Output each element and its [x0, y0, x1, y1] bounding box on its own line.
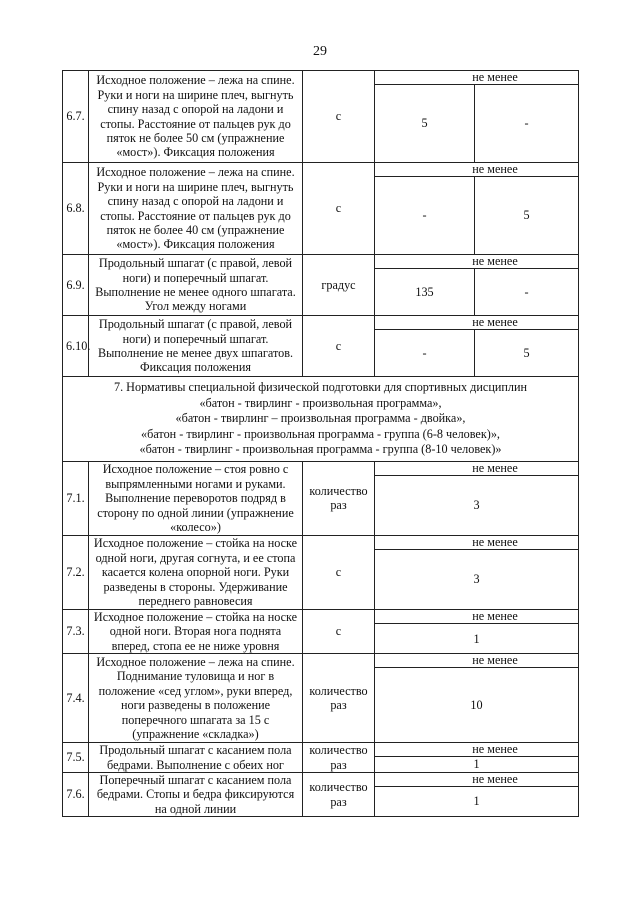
row-unit: с: [303, 71, 375, 163]
section-heading-row: [63, 377, 579, 462]
row-description: Исходное положение – стойка на носке одной ноги. Вторая нога поднята вперед, стопа ее не ниже уровня: [89, 609, 303, 653]
row-number: 7.1.: [63, 461, 89, 535]
row-unit: количество раз: [303, 743, 375, 773]
row-unit: с: [303, 535, 375, 609]
row-number: 7.3.: [63, 609, 89, 653]
row-unit: количество раз: [303, 773, 375, 817]
row-description: Поперечный шпагат с касанием пола бедрами. Стопы и бедра фиксируются на одной линии: [89, 773, 303, 817]
table-row: [63, 743, 579, 757]
value-cell: 135: [375, 269, 475, 316]
row-number: 7.4.: [63, 654, 89, 743]
value-cell: -: [375, 177, 475, 255]
table-row: [63, 609, 579, 623]
min-header: не менее: [375, 163, 579, 177]
row-description: Исходное положение – лежа на спине. Руки и ноги на ширине плеч, выгнуть спину назад с опорой на ладони и стопы. Расстояние от пальцев рук до пяток не более 50 см (упражнение «мост»). Фиксация положения: [89, 71, 303, 163]
value-cell: 5: [375, 85, 475, 163]
row-description: Исходное положение – лежа на спине. Поднимание туловища и ног в положение «сед углом», руки вперед, ноги разведены в положение поперечного шпагата за 15 с (упражнение «складка»): [89, 654, 303, 743]
row-number: 6.9.: [63, 255, 89, 316]
value-cell: 1: [375, 787, 579, 817]
min-header: не менее: [375, 743, 579, 757]
table-row: [63, 255, 579, 269]
row-description: Исходное положение – лежа на спине. Руки и ноги на ширине плеч, выгнуть спину назад с опорой на ладони и стопы. Расстояние от пальцев рук до пяток не более 40 см (упражнение «мост»). Фиксация положения: [89, 163, 303, 255]
row-number: 6.8.: [63, 163, 89, 255]
section-heading-line: «батон - твирлинг - произвольная программа - группа (6-8 человек)»,: [141, 426, 500, 441]
norms-table: [62, 70, 579, 817]
row-unit: количество раз: [303, 461, 375, 535]
row-unit: с: [303, 316, 375, 377]
row-number: 6.7.: [63, 71, 89, 163]
page-number: 29: [313, 44, 327, 59]
row-unit: градус: [303, 255, 375, 316]
table-row: [63, 773, 579, 787]
table-row: [63, 461, 579, 475]
row-number: 7.5.: [63, 743, 89, 773]
row-description: Продольный шпагат с касанием пола бедрами. Выполнение с обеих ног: [89, 743, 303, 773]
min-header: не менее: [375, 255, 579, 269]
value-cell: 5: [475, 330, 579, 377]
row-description: Исходное положение – стоя ровно с выпрямленными ногами и руками. Выполнение переворотов подряд в сторону по одной линии (упражнение «колесо»): [89, 461, 303, 535]
row-unit: количество раз: [303, 654, 375, 743]
row-description: Продольный шпагат (с правой, левой ноги) и поперечный шпагат. Выполнение не менее одного шпагата. Угол между ногами: [89, 255, 303, 316]
table-row: [63, 535, 579, 549]
row-number: 7.6.: [63, 773, 89, 817]
value-cell: 1: [375, 757, 579, 773]
row-unit: с: [303, 609, 375, 653]
min-header: не менее: [375, 654, 579, 668]
value-cell: -: [375, 330, 475, 377]
table-row: [63, 163, 579, 177]
row-number: 7.2.: [63, 535, 89, 609]
table-row: [63, 654, 579, 668]
min-header: не менее: [375, 71, 579, 85]
min-header: не менее: [375, 316, 579, 330]
table-row: [63, 316, 579, 330]
row-description: Исходное положение – стойка на носке одной ноги, другая согнута, и ее стопа касается колена опорной ноги. Руки разведены в стороны. Удерживание переднего равновесия: [89, 535, 303, 609]
min-header: не менее: [375, 609, 579, 623]
section-heading-line: «батон - твирлинг – произвольная программа - двойка»,: [175, 411, 466, 426]
section-heading-line: «батон - твирлинг - произвольная программа»,: [199, 395, 442, 410]
value-cell: 3: [375, 475, 579, 535]
min-header: не менее: [375, 773, 579, 787]
section-heading-line: 7. Нормативы специальной физической подготовки для спортивных дисциплин: [113, 380, 528, 394]
value-cell: -: [475, 269, 579, 316]
section-heading-line: «батон - твирлинг - произвольная программа - группа (8-10 человек)»: [139, 442, 502, 457]
value-cell: 10: [375, 668, 579, 743]
value-cell: 5: [475, 177, 579, 255]
section-heading: [63, 377, 579, 462]
min-header: не менее: [375, 461, 579, 475]
row-unit: с: [303, 163, 375, 255]
value-cell: -: [475, 85, 579, 163]
row-description: Продольный шпагат (с правой, левой ноги) и поперечный шпагат. Выполнение не менее двух шпагатов. Фиксация положения: [89, 316, 303, 377]
row-number: 6.10.: [63, 316, 89, 377]
value-cell: 1: [375, 624, 579, 654]
min-header: не менее: [375, 535, 579, 549]
value-cell: 3: [375, 549, 579, 609]
table-row: [63, 71, 579, 85]
